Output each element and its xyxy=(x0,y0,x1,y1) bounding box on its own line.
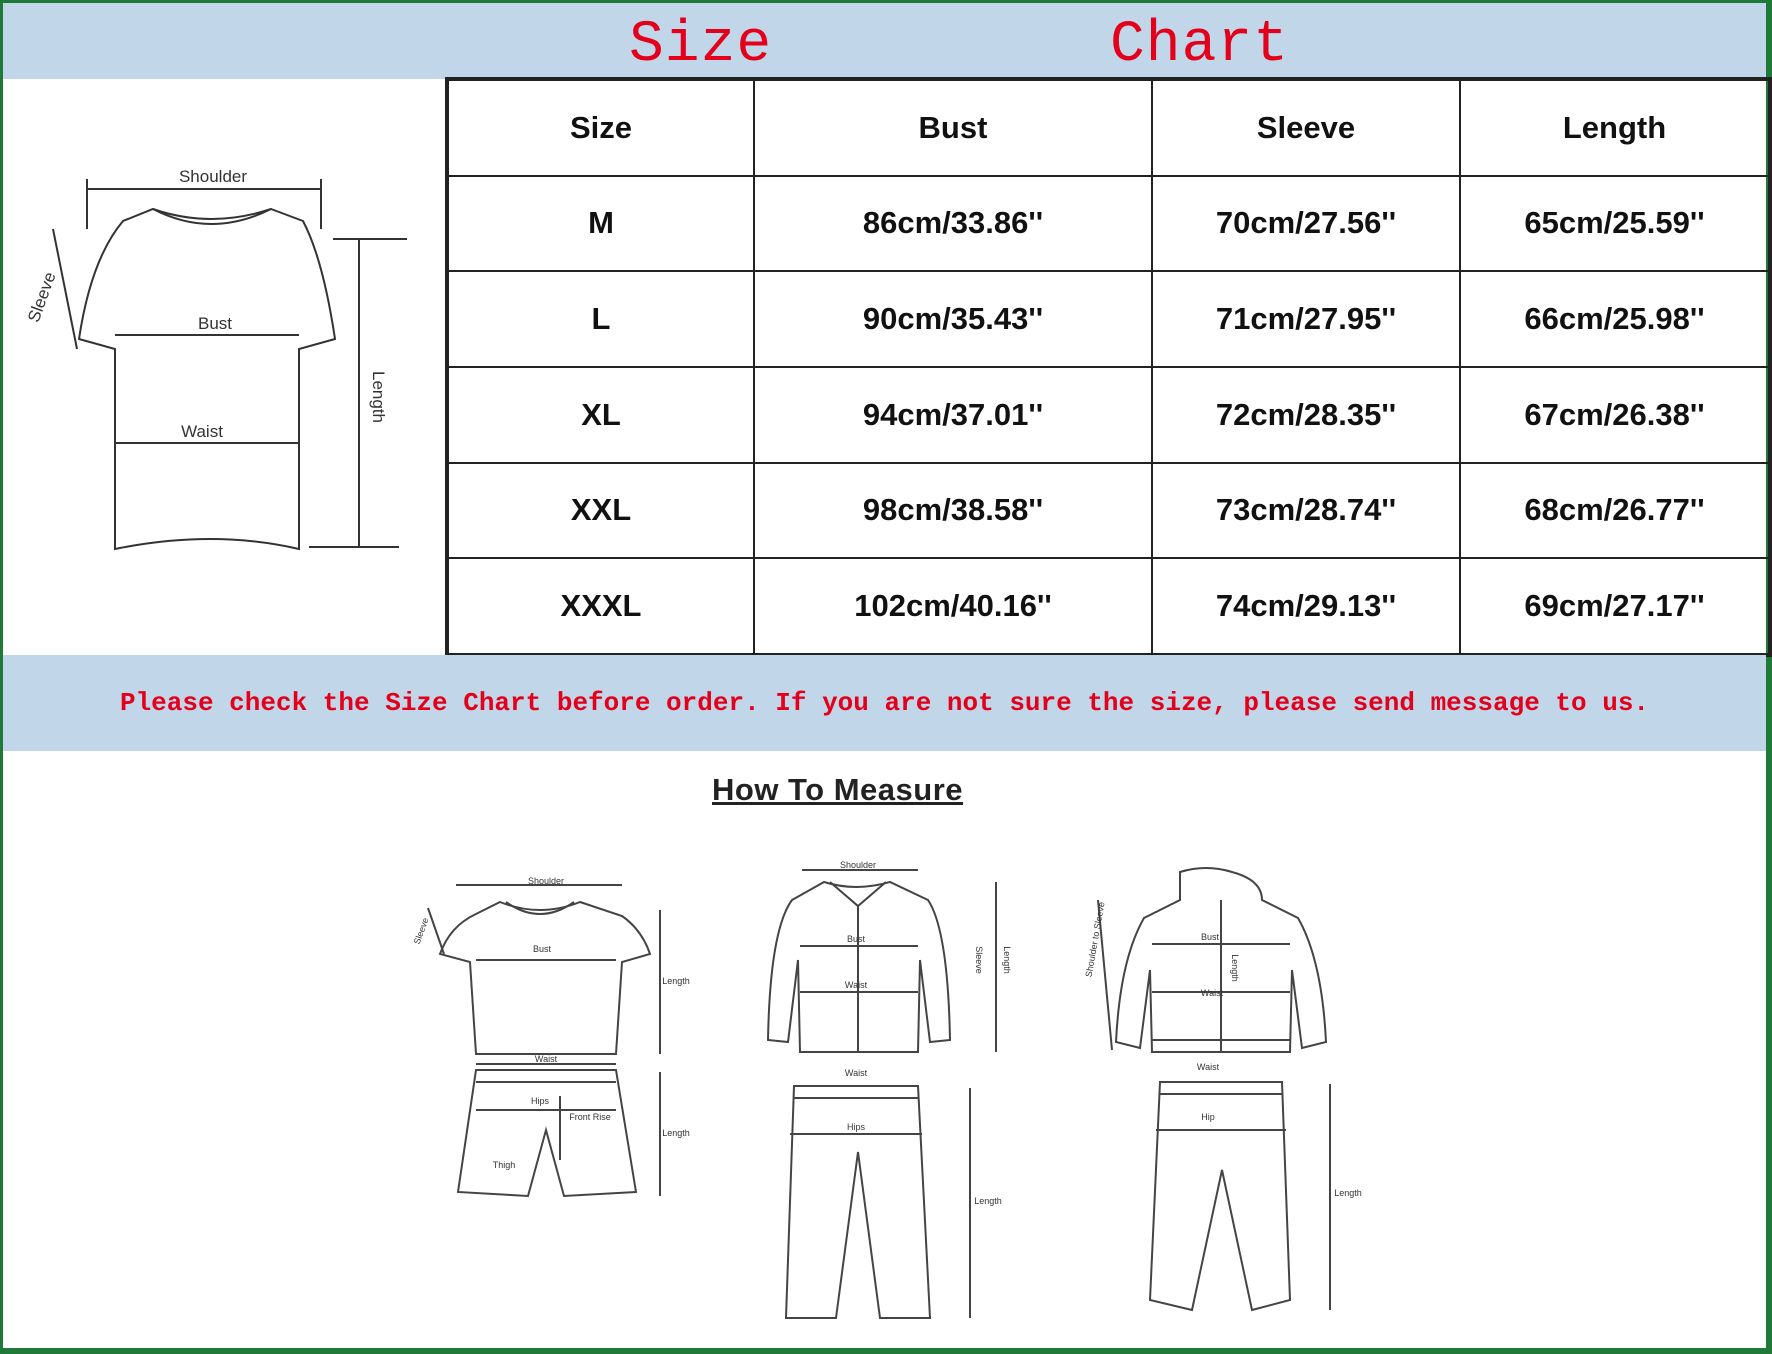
tshirt-bust-label: Bust xyxy=(532,944,552,954)
shirt-sleeve-label: Sleeve xyxy=(974,946,984,974)
shirt-shoulder-label: Shoulder xyxy=(839,860,877,870)
cell-size: M xyxy=(448,176,754,272)
header-size: Size xyxy=(448,80,754,176)
pants-length-label: Length xyxy=(974,1196,1002,1206)
cell-size: XXXL xyxy=(448,558,754,654)
shorts-front-rise-label: Front Rise xyxy=(569,1112,611,1122)
hoodie-icon xyxy=(1098,868,1326,1052)
shorts-length-label: Length xyxy=(662,1128,690,1138)
joggers-waist-label: Waist xyxy=(1196,1062,1220,1072)
cell-length: 65cm/25.59'' xyxy=(1460,176,1769,272)
header-bust: Bust xyxy=(754,80,1152,176)
cell-size: L xyxy=(448,271,754,367)
bust-label: Bust xyxy=(197,314,233,333)
shorts-hips-label: Hips xyxy=(530,1096,550,1106)
cell-sleeve: 73cm/28.74'' xyxy=(1152,463,1460,559)
cell-sleeve: 74cm/29.13'' xyxy=(1152,558,1460,654)
cell-size: XXL xyxy=(448,463,754,559)
cell-size: XL xyxy=(448,367,754,463)
shirt-waist-label: Waist xyxy=(844,980,868,990)
cell-sleeve: 72cm/28.35'' xyxy=(1152,367,1460,463)
tshirt-shoulder-label: Shoulder xyxy=(527,876,565,886)
joggers-hip-label: Hip xyxy=(1201,1112,1215,1122)
button-shirt-icon xyxy=(768,870,996,1052)
shirt-length-label: Length xyxy=(1002,946,1012,974)
shirt-bust-label: Bust xyxy=(846,934,866,944)
title-size: Size xyxy=(629,13,773,78)
shorts-waist-label: Waist xyxy=(534,1054,558,1064)
pants-hips-label: Hips xyxy=(846,1122,866,1132)
tshirt-length-label: Length xyxy=(662,976,690,986)
hoodie-shoulder-to-sleeve-label: Shoulder to Sleeve xyxy=(1083,901,1107,978)
cell-bust: 86cm/33.86'' xyxy=(754,176,1152,272)
cell-sleeve: 71cm/27.95'' xyxy=(1152,271,1460,367)
pants-icon xyxy=(786,1086,970,1318)
cell-length: 67cm/26.38'' xyxy=(1460,367,1769,463)
shoulder-label: Shoulder xyxy=(178,167,248,186)
cell-bust: 98cm/38.58'' xyxy=(754,463,1152,559)
tshirt-sleeve-label: Sleeve xyxy=(411,916,431,946)
joggers-length-label: Length xyxy=(1334,1188,1362,1198)
cell-length: 68cm/26.77'' xyxy=(1460,463,1769,559)
pants-waist-label: Waist xyxy=(844,1068,868,1078)
cell-bust: 102cm/40.16'' xyxy=(754,558,1152,654)
shorts-icon xyxy=(458,1064,660,1196)
shorts-thigh-label: Thigh xyxy=(492,1160,516,1170)
joggers-icon xyxy=(1150,1082,1330,1310)
cell-length: 69cm/27.17'' xyxy=(1460,558,1769,654)
header-length: Length xyxy=(1460,80,1769,176)
length-label: Length xyxy=(369,371,388,423)
hoodie-bust-label: Bust xyxy=(1200,932,1220,942)
notice-text: Please check the Size Chart before order. If you are not sure the size, please send message to us. xyxy=(119,688,1650,718)
cell-bust: 94cm/37.01'' xyxy=(754,367,1152,463)
hoodie-waist-label: Waist xyxy=(1200,988,1224,998)
how-to-measure-title: How To Measure xyxy=(712,772,964,807)
cell-sleeve: 70cm/27.56'' xyxy=(1152,176,1460,272)
sleeve-label: Sleeve xyxy=(24,269,60,325)
hoodie-length-label: Length xyxy=(1230,954,1240,982)
header-sleeve: Sleeve xyxy=(1152,80,1460,176)
cell-length: 66cm/25.98'' xyxy=(1460,271,1769,367)
tshirt-small-icon xyxy=(428,885,660,1054)
waist-label: Waist xyxy=(181,422,223,441)
title-chart: Chart xyxy=(1110,13,1290,78)
cell-bust: 90cm/35.43'' xyxy=(754,271,1152,367)
